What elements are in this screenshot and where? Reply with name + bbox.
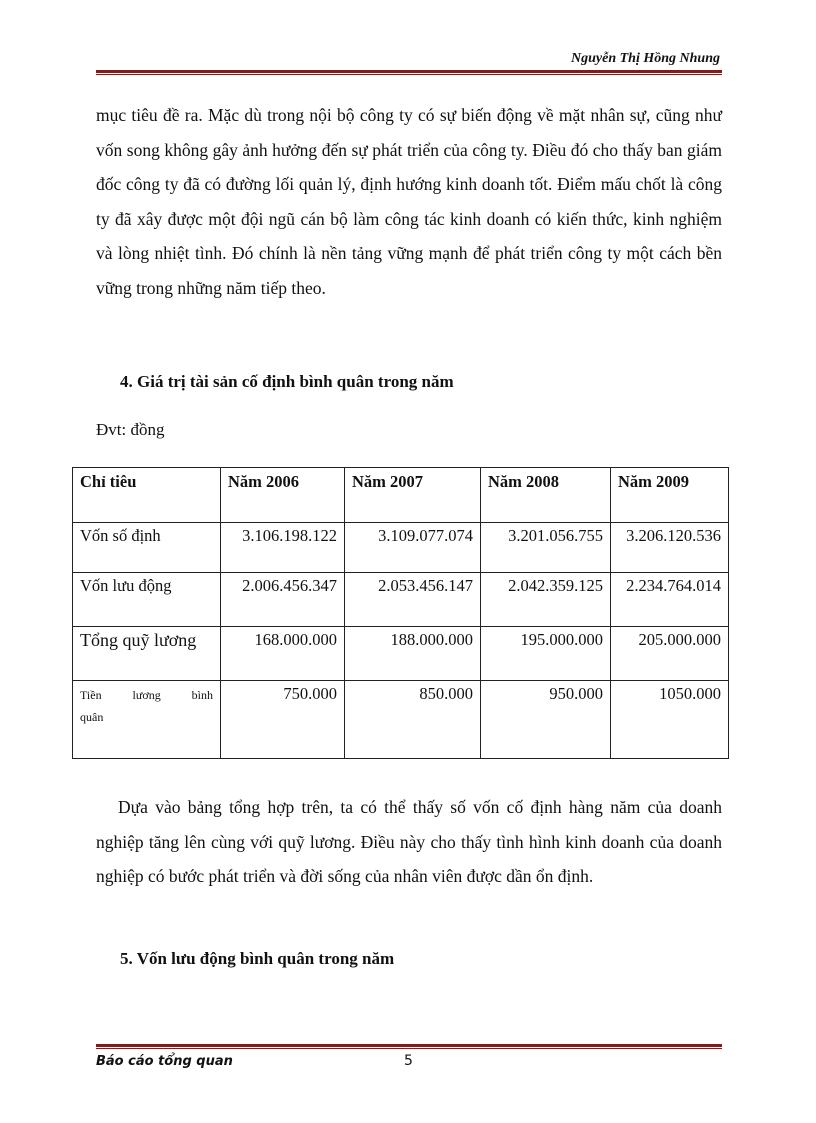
table-header-cell: Năm 2007 (345, 468, 481, 523)
table-header-cell: Năm 2009 (611, 468, 729, 523)
table-row (73, 523, 729, 573)
row-label: Vốn lưu động (73, 573, 221, 627)
intro-paragraph: mục tiêu đề ra. Mặc dù trong nội bộ công ty có sự biến động về mặt nhân sự, cũng như vốn song không gây ảnh hưởng đến sự phát triển của công ty. Điều đó cho thấy ban giám đốc công ty đã có đường lối quản lý, định hướng kinh doanh tốt. Điểm mấu chốt là công ty đã xây được một đội ngũ cán bộ làm công tác kinh doanh có kiến thức, kinh nghiệm và lòng nhiệt tình. Đó chính là nền tảng vững mạnh để phát triển công ty một cách bền vững trong những năm tiếp theo. (96, 105, 722, 298)
table-cell: 1050.000 (611, 681, 729, 759)
table-cell: 3.206.120.536 (611, 523, 729, 573)
table-cell: 3.201.056.755 (481, 523, 611, 573)
footer-rule (96, 1044, 722, 1049)
page-number: 5 (404, 1053, 413, 1069)
table-cell: 188.000.000 (345, 627, 481, 681)
header-rule (96, 70, 722, 75)
row-label: Vốn số định (73, 523, 221, 573)
summary-paragraph: Dựa vào bảng tổng hợp trên, ta có thể thấy số vốn cố định hàng năm của doanh nghiệp tăng lên cùng với quỹ lương. Điều này cho thấy tình hình kinh doanh của doanh nghiệp có bước phát triển và đời sống của nhân viên được dần ổn định. (96, 797, 722, 887)
table-cell: 2.053.456.147 (345, 573, 481, 627)
table-cell: 2.042.359.125 (481, 573, 611, 627)
row-label-line: quân (80, 710, 104, 724)
footer-title: Báo cáo tổng quan (96, 1054, 233, 1069)
fixed-asset-table (72, 467, 729, 759)
section-5-heading: 5. Vốn lưu động bình quân trong năm (120, 949, 395, 968)
table-header-row (73, 468, 729, 523)
table-cell: 2.006.456.347 (221, 573, 345, 627)
row-label: Tổng quỹ lương (73, 627, 221, 681)
table-row (73, 681, 729, 759)
table-row (73, 573, 729, 627)
header-author: Nguyễn Thị Hồng Nhung (571, 51, 720, 66)
table-row (73, 627, 729, 681)
table-cell: 750.000 (221, 681, 345, 759)
table-cell: 950.000 (481, 681, 611, 759)
unit-label: Đvt: đồng (96, 420, 165, 439)
table-header-cell: Năm 2006 (221, 468, 345, 523)
row-label (73, 681, 221, 759)
table-cell: 168.000.000 (221, 627, 345, 681)
table-cell: 205.000.000 (611, 627, 729, 681)
table-cell: 195.000.000 (481, 627, 611, 681)
table-header-cell: Chỉ tiêu (73, 468, 221, 523)
table-cell: 2.234.764.014 (611, 573, 729, 627)
row-label-line: Tiền lương bình (80, 688, 213, 702)
table-cell: 3.106.198.122 (221, 523, 345, 573)
table-cell: 3.109.077.074 (345, 523, 481, 573)
table-header-cell: Năm 2008 (481, 468, 611, 523)
section-4-heading: 4. Giá trị tài sản cố định bình quân trong năm (120, 372, 454, 391)
table-cell: 850.000 (345, 681, 481, 759)
